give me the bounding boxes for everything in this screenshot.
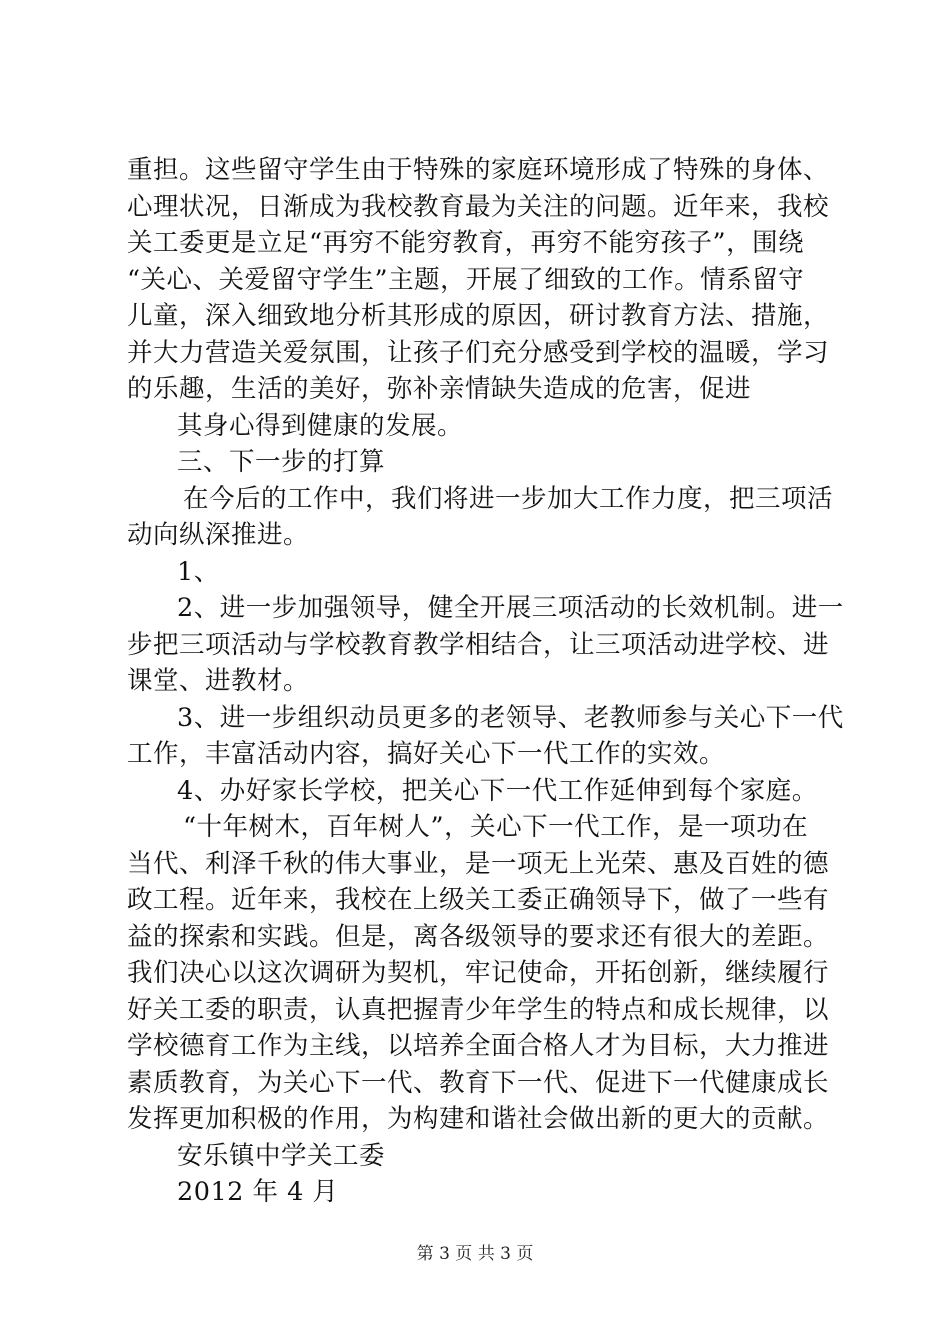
text-line: “十年树木，百年树人”，关心下一代工作，是一项功在 <box>183 812 809 842</box>
text-line: 重担。这些留守学生由于特殊的家庭环境形成了特殊的身体、 <box>127 155 830 185</box>
list-item: 3、进一步组织动员更多的老领导、老教师参与关心下一代 <box>177 702 844 733</box>
page-footer <box>0 1243 950 1265</box>
text-line: 心理状况，日渐成为我校教育最为关注的问题。近年来，我校 <box>127 191 830 222</box>
page-number-label: 第 3 页 共 3 页 <box>416 1244 534 1264</box>
text-line: 步把三项活动与学校教育教学相结合，让三项活动进学校、进 <box>127 629 830 660</box>
document-body <box>127 152 844 1211</box>
text-line: 好关工委的职责，认真把握青少年学生的特点和成长规律，以 <box>127 994 830 1025</box>
list-item: 4、办好家长学校，把关心下一代工作延伸到每个家庭。 <box>177 775 818 806</box>
text-line: 我们决心以这次调研为契机，牢记使命，开拓创新，继续履行 <box>127 958 830 988</box>
text-line: 发挥更加积极的作用，为构建和谐社会做出新的更大的贡献。 <box>127 1104 830 1134</box>
text-line: 动向纵深推进。 <box>127 520 310 550</box>
signature-organization: 安乐镇中学关工委 <box>177 1140 386 1171</box>
text-line: 素质教育，为关心下一代、教育下一代、促进下一代健康成长 <box>127 1067 830 1098</box>
text-line: 当代、利泽千秋的伟大事业，是一项无上光荣、惠及百姓的德 <box>127 848 830 879</box>
text-line: 课堂、进教材。 <box>127 666 310 696</box>
text-line: 政工程。近年来，我校在上级关工委正确领导下，做了一些有 <box>127 885 830 915</box>
text-line: 在今后的工作中，我们将进一步加大工作力度，把三项活 <box>183 483 834 514</box>
text-line: 益的探索和实践。但是，离各级领导的要求还有很大的差距。 <box>127 921 830 952</box>
text-line: 工作，丰富活动内容，搞好关心下一代工作的实效。 <box>127 739 726 769</box>
text-line: 儿童，深入细致地分析其形成的原因，研讨教育方法、措施， <box>127 301 830 331</box>
section-heading: 三、下一步的打算 <box>177 447 386 477</box>
text-line: 并大力营造关爱氛围，让孩子们充分感受到学校的温暖，学习 <box>127 337 830 368</box>
signature-date: 2012 年 4 月 <box>177 1177 339 1207</box>
text-line: 其身心得到健康的发展。 <box>177 410 464 441</box>
text-line: “关心、关爱留守学生”主题，开展了细致的工作。情系留守 <box>127 264 805 295</box>
text-line: 学校德育工作为主线，以培养全面合格人才为目标，大力推进 <box>127 1031 830 1061</box>
text-line: 关工委更是立足“再穷不能穷教育，再穷不能穷孩子”，围绕 <box>127 228 805 258</box>
text-line: 的乐趣，生活的美好，弥补亲情缺失造成的危害，促进 <box>127 374 752 404</box>
list-item: 1、 <box>177 556 220 587</box>
list-item: 2、进一步加强领导，健全开展三项活动的长效机制。进一 <box>177 593 844 623</box>
